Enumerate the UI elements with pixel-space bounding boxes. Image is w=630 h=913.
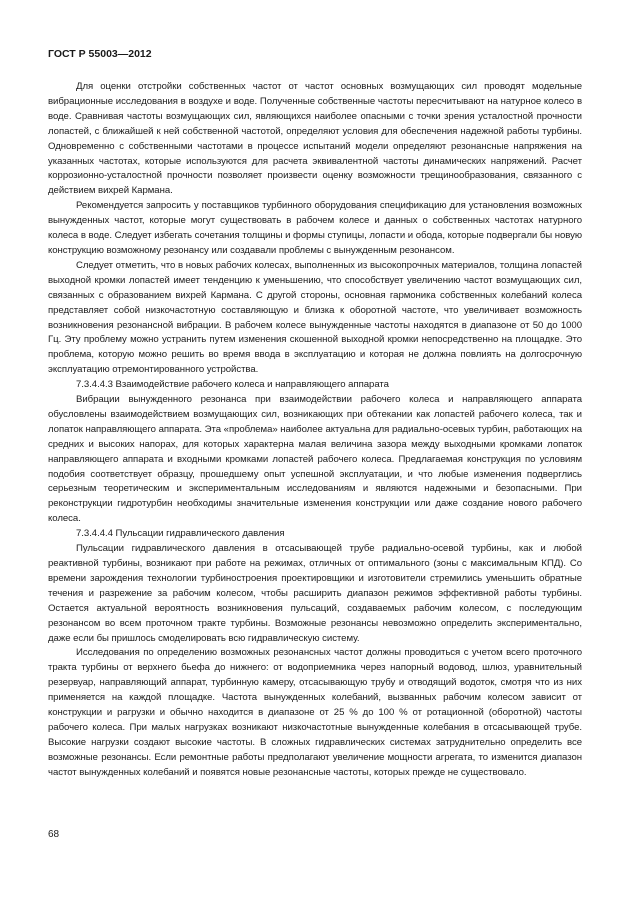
paragraph-resonance-studies: Исследования по определению возможных резонансных частот должны проводиться с учетом всего проточного тракта турбины от верхнего бьефа до нижнего: от водоприемника через напорный водовод, шлюз, уравнительный резервуар, направляющий аппарат, турбинную камеру, отсасывающую трубу и отводящий водоток, смотря что из них применяется на каждой площадке. Частота вынужденных колебаний, вызванных рабочим колесом зависит от конструкции и рагрузки и обычно находится в диапазоне от 25 % до 100 % от ротационной (оборотной) частоты рабочего колеса. При малых нагрузках возникают низкочастотные вынужденные колебания в отсасывающей трубе. Высокие нагрузки создают высокие частоты. В сложных гидравлических системах затруднительно определить все возможные резонансы. Если ремонтные работы предполагают увеличение мощности агрегата, то изменится диапазон частот вынужденных колебаний и появятся новые резонансные частоты, которых прежде не существовало. [48, 647, 582, 778]
document-header: ГОСТ Р 55003—2012 [48, 48, 152, 60]
section-heading-7-3-4-4-4: 7.3.4.4.4 Пульсации гидравлического давления [76, 528, 285, 540]
document-body [48, 80, 582, 781]
paragraph-new-runners: Следует отметить, что в новых рабочих колесах, выполненных из высокопрочных материалов, толщина лопастей выходной кромки лопастей имеет тенденцию к уменьшению, что способствует увеличению частот возмущающих сил, связанных с образованием вихрей Кармана. С другой стороны, основная гармоника собственных колебаний колеса представляет собой низкочастотную составляющую и близка к оборотной частоте, что увеличивает возможность возникновения резонансной вибрации. В рабочем колесе вынужденные частоты находятся в диапазоне от 50 до 1000 Гц. Эту проблему можно устранить путем изменения скошенной выходной кромки непосредственно на площадке. Это проблема, которую можно решить во время ввода в эксплуатацию и которая не должна повлиять на долгосрочную эксплуатацию отремонтированного устройства. [48, 259, 582, 376]
section-heading-7-3-4-4-3: 7.3.4.4.3 Взаимодействие рабочего колеса и направляющего аппарата [76, 379, 389, 391]
paragraph-runner-guide-interaction: Вибрации вынужденного резонанса при взаимодействии рабочего колеса и направляющего аппарата обусловлены взаимодействием возмущающих сил, возникающих при обтекании как лопастей рабочего колеса, так и лопаток направляющего аппарата. Эта «проблема» наиболее актуальна для радиально-осевых турбин, работающих на средних и высоких напорах, для которых характерна малая величина зазора между выходными кромками лопаток направляющего аппарата и входными кромками лопастей рабочего колеса. Предлагаемая конструкция по условиям подобия соответствует образцу, прошедшему опыт успешной эксплуатации, и что любые изменения подверглись серьезным теоретическим и экспериментальным исследованиям и являются надежными и безопасными. При реконструкции гидротурбин необходимы значительные изменения конструкции или даже создание нового рабочего колеса. [48, 394, 582, 525]
paragraph-pressure-pulsations: Пульсации гидравлического давления в отсасывающей трубе радиально-осевой турбины, как и любой реактивной турбины, возникают при работе на режимах, отличных от оптимального (зоны с максимальным КПД). Со времени зарождения технологии турбиностроения проектировщики и изготовители стремились уменьшить обратные течения и разрежение за рабочим колесом, чтобы расширить диапазон режимов эффективной работы турбины. Остается актуальной вероятность возникновения пульсаций, создаваемых рабочим колесом, с последующим резонансом во всем проточном тракте турбины. Возможные резонансы невозможно определить экспериментально, даже если бы пришлось смоделировать всю гидравлическую систему. [48, 543, 582, 644]
paragraph-model-vibration-tests: Для оценки отстройки собственных частот от частот основных возмущающих сил проводят модельные вибрационные исследования в воздухе и воде. Полученные собственные частоты пересчитывают на натурное колесо в воде. Сравнивая частоты возмущающих сил, являющихся наиболее опасными с точки зрения усталостной прочности лопастей, с ближайшей к ней собственной частотой, определяют условия для обеспечения надежной работы турбины. Одновременно с собственными частотами в процессе испытаний модели определяют резонансные напряжения на указанных частотах, которые используются для расчета эквивалентной частоты динамических напряжений. Расчет коррозионно-усталостной прочности позволяет произвести оценку возможности трещинообразования, связанного с действием вихрей Кармана. [48, 81, 582, 197]
page-number: 68 [48, 829, 60, 840]
paragraph-supplier-recommendation: Рекомендуется запросить у поставщиков турбинного оборудования спецификацию для установления возможных вынужденных частот, которые могут существовать в рабочем колесе и данных о собственных частотах натурного колеса в воде. Следует избегать сочетания толщины и формы ступицы, лопасти и обода, которые подвергали бы новую конструкцию возможному резонансу или создавали проблемы с вынужденным резонансом. [48, 200, 582, 256]
